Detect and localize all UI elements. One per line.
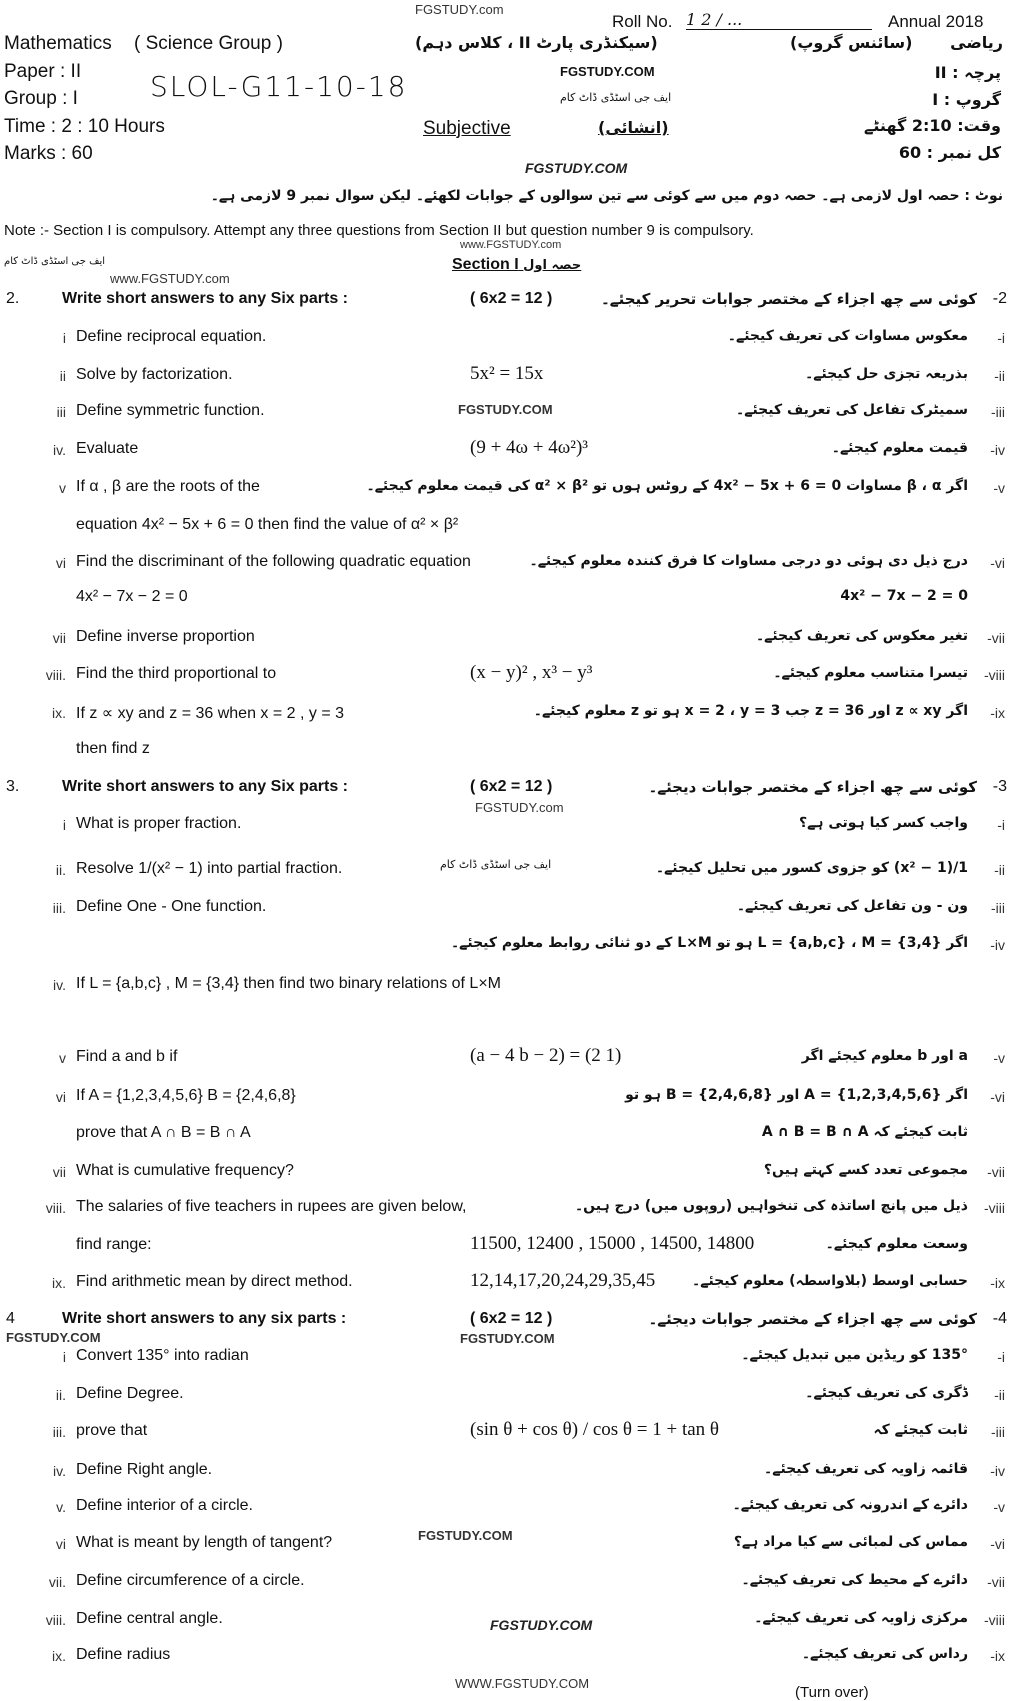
item-number-urdu: -iv — [990, 1463, 1005, 1479]
item-number: iv. — [53, 1463, 66, 1479]
item-text-urdu: ڈگری کی تعریف کیجئے۔ — [805, 1385, 968, 1401]
item-text: Solve by factorization. — [76, 366, 233, 383]
question-number: 3. — [6, 778, 20, 795]
item-text-urdu: اگر β ، α مساوات 4x² − 5x + 6 = 0 کے روٹس ہوں تو α² × β² کی قیمت معلوم کیجئے۔ — [366, 478, 968, 494]
item-number: ii. — [55, 862, 66, 878]
item-text: Define One - One function. — [76, 898, 267, 915]
question-number-urdu: -3 — [992, 778, 1007, 795]
item-text: Evaluate — [76, 440, 139, 457]
item-number-urdu: -ii — [994, 862, 1005, 878]
item-text: then find z — [76, 740, 150, 757]
item-text-urdu: 135° کو ریڈین میں تبدیل کیجئے۔ — [741, 1347, 968, 1363]
item-number-urdu: -viii — [984, 667, 1005, 683]
item-text: Define symmetric function. — [76, 402, 265, 419]
item-text: If α , β are the roots of the — [76, 478, 260, 495]
item-text: Resolve 1/(x² − 1) into partial fraction. — [76, 860, 343, 877]
roll-number-field: 1 2 / ... — [686, 10, 872, 30]
item-text-urdu: معکوس مساوات کی تعریف کیجئے۔ — [727, 328, 968, 344]
item-number-urdu: -vi — [990, 1089, 1005, 1105]
marks: Marks : 60 — [4, 143, 93, 164]
watermark-urdu: ایف جی اسٹڈی ڈاٹ کام — [4, 256, 106, 267]
section-title — [452, 256, 581, 274]
item-math: 5x² = 15x — [470, 363, 544, 384]
item-text: Define Degree. — [76, 1385, 184, 1402]
item-number: viii. — [45, 1612, 66, 1628]
item-text-urdu: اگر A = {1,2,3,4,5,6} اور B = {2,4,6,8} ہو تو — [625, 1087, 968, 1103]
item-number-urdu: -ix — [990, 1648, 1005, 1664]
item-text: Define radius — [76, 1646, 171, 1663]
item-math: 11500, 12400 , 15000 , 14500, 14800 — [470, 1233, 755, 1254]
item-number-urdu: -i — [997, 1349, 1005, 1365]
exam-session: Annual 2018 — [888, 12, 984, 31]
item-number: vii — [52, 630, 66, 646]
item-text-urdu: حسابی اوسط (بلاواسطہ) معلوم کیجئے۔ — [692, 1273, 968, 1289]
question-heading: Write short answers to any Six parts : — [62, 290, 349, 307]
item-number-urdu: -v — [993, 480, 1005, 496]
subject: Mathematics — [4, 33, 112, 54]
item-number: vii. — [48, 1574, 66, 1590]
urdu-subjective: (انشائی) — [598, 118, 669, 137]
item-text: find range: — [76, 1236, 152, 1253]
watermark: FGSTUDY.COM — [460, 1331, 555, 1346]
urdu-paper: پرچہ : II — [934, 63, 1001, 82]
watermark: www.FGSTUDY.com — [110, 271, 230, 286]
item-text-urdu: واجب کسر کیا ہوتی ہے؟ — [798, 815, 968, 831]
item-number: iii. — [52, 900, 66, 916]
item-number: vi — [55, 555, 66, 571]
item-text-urdu: اگر L = {a,b,c} ، M = {3,4} ہو تو L×M کے دو ثنائی روابط معلوم کیجئے۔ — [450, 935, 968, 951]
item-number-urdu: -iii — [991, 900, 1005, 916]
item-text: Define interior of a circle. — [76, 1497, 253, 1514]
question-number-urdu: -2 — [992, 290, 1007, 307]
item-number: i — [62, 817, 66, 833]
urdu-part: (سیکنڈری پارٹ II ، کلاس دہم) — [415, 33, 658, 52]
item-number-urdu: -vi — [990, 1536, 1005, 1552]
item-text: If z ∝ xy and z = 36 when x = 2 , y = 3 — [76, 705, 345, 722]
item-text-urdu: 4x² − 7x − 2 = 0 — [840, 588, 968, 604]
watermark: FGSTUDY.COM — [6, 1330, 101, 1345]
item-math: (a − 4 b − 2) = (2 1) — [470, 1045, 622, 1066]
item-number-urdu: -vii — [987, 1574, 1005, 1590]
item-number: v. — [56, 1499, 66, 1515]
item-number: ix. — [52, 1648, 66, 1664]
item-text-urdu: مجموعی تعدد کسے کہتے ہیں؟ — [763, 1162, 968, 1178]
subjective-label: Subjective — [423, 118, 511, 139]
item-text-urdu: مماس کی لمبائی سے کیا مراد ہے؟ — [733, 1534, 968, 1550]
item-text: What is meant by length of tangent? — [76, 1534, 333, 1551]
item-number: iv. — [53, 442, 66, 458]
item-number-urdu: -vi — [990, 555, 1005, 571]
item-number-urdu: -ii — [994, 1387, 1005, 1403]
question-marks: ( 6x2 = 12 ) — [470, 1310, 553, 1327]
item-text-urdu: قائمہ زاویہ کی تعریف کیجئے۔ — [764, 1461, 968, 1477]
urdu-subject: ریاضی — [950, 33, 1003, 52]
item-text-urdu: قیمت معلوم کیجئے۔ — [831, 440, 968, 456]
question-heading: Write short answers to any six parts : — [62, 1310, 347, 1327]
question-heading-urdu: کوئی سے چھ اجزاء کے مختصر جوابات تحریر کیجئے۔ — [601, 290, 977, 308]
item-text-urdu: دائرے کے اندرونہ کی تعریف کیجئے۔ — [732, 1497, 968, 1513]
urdu-note: نوٹ : حصہ اول لازمی ہے۔ حصہ دوم میں سے کوئی سے تین سوالوں کے جوابات لکھئے۔ لیکن سوال نمبر 9 لازمی ہے۔ — [210, 188, 1003, 204]
item-number: iv. — [53, 977, 66, 993]
item-text-urdu: اگر z ∝ xy اور z = 36 جب x = 2 ، y = 3 ہو تو z معلوم کیجئے۔ — [533, 703, 968, 719]
item-number-urdu: -iii — [991, 1424, 1005, 1440]
item-number-urdu: -vii — [987, 1164, 1005, 1180]
item-number-urdu: -v — [993, 1499, 1005, 1515]
item-text-urdu: سمیٹرک تفاعل کی تعریف کیجئے۔ — [736, 402, 968, 418]
item-number-urdu: -viii — [984, 1612, 1005, 1628]
item-text-urdu: ون - ون تفاعل کی تعریف کیجئے۔ — [736, 898, 968, 914]
item-number: vii — [52, 1164, 66, 1180]
watermark: FGSTUDY.COM — [490, 1617, 593, 1633]
urdu-group: گروپ : I — [932, 90, 1001, 109]
item-text-urdu: 1/(x² − 1) کو جزوی کسور میں تحلیل کیجئے۔ — [655, 860, 968, 876]
item-number-urdu: -i — [997, 817, 1005, 833]
item-text: Define inverse proportion — [76, 628, 255, 645]
section-label: Section I — [452, 256, 519, 273]
item-number: v — [59, 1050, 66, 1066]
roll-number-label: Roll No. — [612, 12, 673, 31]
item-number: i — [62, 1349, 66, 1365]
handwritten-code: SLOL-G11-10-18 — [150, 70, 408, 103]
item-number: iii. — [52, 1424, 66, 1440]
item-text-urdu: تیسرا متناسب معلوم کیجئے۔ — [773, 665, 968, 681]
item-number: i — [62, 330, 66, 346]
watermark: FGSTUDY.com — [475, 800, 564, 815]
item-number: ix. — [52, 1275, 66, 1291]
item-text: Define central angle. — [76, 1610, 223, 1627]
item-text-urdu: ذیل میں پانچ اساتذہ کی تنخواہیں (روپوں میں) درج ہیں۔ — [574, 1198, 968, 1214]
item-number: ii. — [55, 1387, 66, 1403]
item-text-urdu: رداس کی تعریف کیجئے۔ — [801, 1646, 968, 1662]
question-marks: ( 6x2 = 12 ) — [470, 778, 553, 795]
item-text-urdu: وسعت معلوم کیجئے۔ — [825, 1236, 968, 1252]
item-text-urdu: درج ذیل دی ہوئی دو درجی مساوات کا فرق کنندہ معلوم کیجئے۔ — [529, 553, 968, 569]
item-text-urdu: بذریعہ تجزی حل کیجئے۔ — [805, 366, 968, 382]
item-math: 12,14,17,20,24,29,35,45 — [470, 1270, 656, 1291]
item-text: Define circumference of a circle. — [76, 1572, 305, 1589]
item-number: iii — [56, 404, 66, 420]
item-number: viii. — [45, 667, 66, 683]
item-text-urdu: مرکزی زاویہ کی تعریف کیجئے۔ — [754, 1610, 968, 1626]
item-text-urdu: ثابت کیجئے کہ A ∩ B = B ∩ A — [761, 1124, 968, 1140]
group-type: ( Science Group ) — [134, 33, 283, 54]
question-marks: ( 6x2 = 12 ) — [470, 290, 553, 307]
item-text: Convert 135° into radian — [76, 1347, 249, 1364]
question-heading-urdu: کوئی سے چھ اجزاء کے مختصر جوابات دیجئے۔ — [648, 1310, 977, 1328]
watermark: www.FGSTUDY.com — [460, 239, 562, 251]
time: Time : 2 : 10 Hours — [4, 116, 165, 137]
item-number: v — [59, 480, 66, 496]
item-number-urdu: -iv — [990, 937, 1005, 953]
item-number-urdu: -i — [997, 330, 1005, 346]
item-math: (sin θ + cos θ) / cos θ = 1 + tan θ — [470, 1419, 720, 1440]
item-text: What is cumulative frequency? — [76, 1162, 294, 1179]
group: Group : I — [4, 88, 78, 109]
item-math: (9 + 4ω + 4ω²)³ — [470, 437, 588, 458]
question-number-urdu: -4 — [992, 1310, 1007, 1327]
item-number-urdu: -ix — [990, 1275, 1005, 1291]
item-number: ix. — [52, 705, 66, 721]
urdu-time: وقت: 2:10 گھنٹے — [864, 116, 1001, 135]
item-text-urdu: تغیر معکوس کی تعریف کیجئے۔ — [755, 628, 968, 644]
english-note: Note :- Section I is compulsory. Attempt any three questions from Section II but question number 9 is compulsory. — [4, 222, 754, 239]
item-text: Find arithmetic mean by direct method. — [76, 1273, 353, 1290]
item-text: What is proper fraction. — [76, 815, 242, 832]
item-number: ii — [59, 368, 66, 384]
item-number-urdu: -vii — [987, 630, 1005, 646]
item-math: (x − y)² , x³ − y³ — [470, 662, 593, 683]
urdu-group-type: (سائنس گروپ) — [790, 33, 913, 52]
item-text: equation 4x² − 5x + 6 = 0 then find the value of α² × β² — [76, 516, 459, 533]
item-number-urdu: -iii — [991, 404, 1005, 420]
urdu-marks: کل نمبر : 60 — [898, 143, 1001, 162]
item-number-urdu: -ix — [990, 705, 1005, 721]
watermark-urdu: ایف جی اسٹڈی ڈاٹ کام — [440, 858, 552, 871]
section-urdu: حصہ اول — [523, 258, 582, 273]
item-text: Find a and b if — [76, 1048, 178, 1065]
item-text: Define reciprocal equation. — [76, 328, 267, 345]
item-number: viii. — [45, 1200, 66, 1216]
watermark: FGSTUDY.com — [415, 2, 504, 17]
item-text: Define Right angle. — [76, 1461, 213, 1478]
item-number: vi — [55, 1536, 66, 1552]
watermark-urdu: ایف جی اسٹڈی ڈاٹ کام — [560, 91, 672, 104]
item-number: vi — [55, 1089, 66, 1105]
item-text-urdu: a اور b معلوم کیجئے اگر — [801, 1048, 968, 1064]
question-heading: Write short answers to any Six parts : — [62, 778, 349, 795]
item-text: prove that A ∩ B = B ∩ A — [76, 1124, 251, 1141]
item-number-urdu: -ii — [994, 368, 1005, 384]
item-number-urdu: -iv — [990, 442, 1005, 458]
item-text: prove that — [76, 1422, 148, 1439]
item-text: 4x² − 7x − 2 = 0 — [76, 588, 188, 605]
item-number-urdu: -v — [993, 1050, 1005, 1066]
question-heading-urdu: کوئی سے چھ اجزاء کے مختصر جوابات دیجئے۔ — [648, 778, 977, 796]
item-text: Find the discriminant of the following quadratic equation — [76, 553, 471, 570]
item-text: The salaries of five teachers in rupees are given below, — [76, 1198, 467, 1215]
watermark: FGSTUDY.COM — [525, 160, 628, 176]
item-text: If A = {1,2,3,4,5,6} B = {2,4,6,8} — [76, 1087, 296, 1104]
turn-over: (Turn over) — [795, 1684, 869, 1701]
question-number: 2. — [6, 290, 20, 307]
paper: Paper : II — [4, 61, 82, 82]
item-text-urdu: ثابت کیجئے کہ — [873, 1422, 968, 1438]
item-number-urdu: -viii — [984, 1200, 1005, 1216]
watermark: FGSTUDY.COM — [458, 402, 553, 417]
item-text-urdu: دائرے کے محیط کی تعریف کیجئے۔ — [741, 1572, 968, 1588]
item-text: If L = {a,b,c} , M = {3,4} then find two binary relations of L×M — [76, 975, 501, 992]
question-number: 4 — [6, 1310, 15, 1327]
watermark: FGSTUDY.COM — [560, 64, 655, 79]
item-text: Find the third proportional to — [76, 665, 277, 682]
watermark: FGSTUDY.COM — [418, 1528, 513, 1543]
footer-watermark: WWW.FGSTUDY.COM — [455, 1676, 590, 1691]
